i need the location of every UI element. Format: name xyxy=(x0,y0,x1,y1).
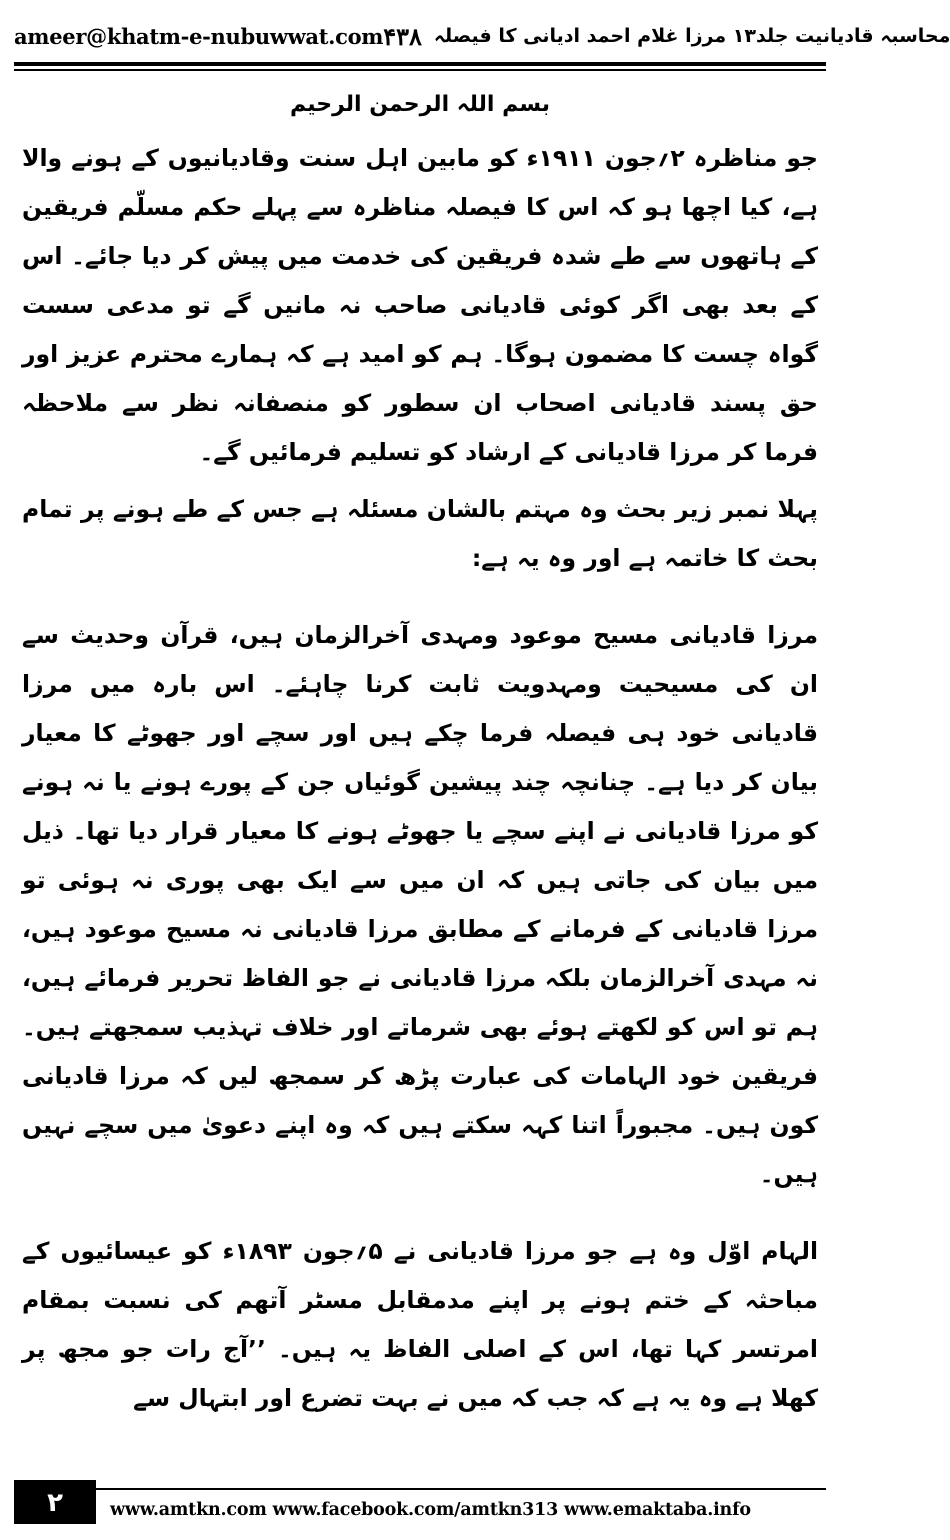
page-footer xyxy=(14,1488,826,1532)
header-email: ameer@khatm-e-nubuwwat.com xyxy=(14,23,384,49)
header-rule-thin xyxy=(14,69,826,71)
book-title: محاسبہ قادیانیت جلد۱۳ مرزا غلام احمد ادیانی کا فیصلہ xyxy=(433,25,950,47)
header-page-number: ۴۳۸ xyxy=(383,21,422,51)
page-header xyxy=(14,14,950,58)
footer-page-number: ۲ xyxy=(14,1480,96,1524)
paragraph-4: الہام اوّل وہ ہے جو مرزا قادیانی نے ۵؍جون ۱۸۹۳ء کو عیسائیوں کے مباحثہ کے ختم ہونے پر اپنے مدمقابل مسٹر آتھم کی نسبت بمقام امرتسر کہا تھا، اس کے اصلی الفاظ یہ ہیں۔ ’’آج رات جو مجھ پر کھلا ہے وہ یہ ہے کہ جب کہ میں نے بہت تضرع اور ابتہال سے xyxy=(22,1237,819,1412)
header-rule-thick xyxy=(14,62,826,66)
paragraph-2: پہلا نمبر زیر بحث وہ مہتم بالشان مسئلہ ہے جس کے طے ہونے پر تمام بحث کا خاتمہ ہے اور وہ یہ ہے: xyxy=(22,495,818,572)
body-text xyxy=(22,134,818,1420)
bismillah-calligraphy: بسم اللہ الرحمن الرحیم xyxy=(289,92,550,117)
header-title-group xyxy=(383,22,950,51)
paragraph-1: جو مناظرہ ۲؍جون ۱۹۱۱ء کو مابین اہل سنت وقادیانیوں کے ہونے والا ہے، کیا اچھا ہو کہ اس کا فیصلہ مناظرہ سے پہلے حکم مسلّم فریقین کے ہاتھوں سے طے شدہ فریقین کی خدمت میں پیش کر دیا جائے۔ اس کے بعد بھی اگر کوئی قادیانی صاحب نہ مانیں گے تو مدعی سست گواہ چست کا مضمون ہوگا۔ ہم کو امید ہے کہ ہمارے محترم عزیز اور حق پسند قادیانی اصحاب ان سطور کو منصفانہ نظر سے ملاحظہ فرما کر مرزا قادیانی کے ارشاد کو تسلیم فرمائیں گے۔ xyxy=(22,144,818,466)
paragraph-3: مرزا قادیانی مسیح موعود ومہدی آخرالزمان ہیں، قرآن وحدیث سے ان کی مسیحیت ومہدویت ثابت کرنا چاہئے۔ اس بارہ میں مرزا قادیانی خود ہی فیصلہ فرما چکے ہیں اور سچے اور جھوٹے کا معیار بیان کر دیا ہے۔ چنانچہ چند پیشین گوئیاں جن کے پورے ہونے یا نہ ہونے کو مرزا قادیانی نے اپنے سچے یا جھوٹے ہونے کا معیار قرار دیا تھا۔ ذیل میں بیان کی جاتی ہیں کہ ان میں سے ایک بھی پوری نہ ہوئی تو مرزا قادیانی کے فرمانے کے مطابق مرزا قادیانی نہ مسیح موعود ہیں، نہ مہدی آخرالزمان بلکہ مرزا قادیانی نے جو الفاظ تحریر فرمائے ہیں، ہم تو اس کو لکھتے ہوئے بھی شرماتے اور خلاف تہذیب سمجھتے ہیں۔ فریقین خود الہامات کی عبارت پڑھ کر سمجھ لیں کہ مرزا قادیانی کون ہیں۔ مجبوراً اتنا کہہ سکتے ہیں کہ وہ اپنے دعویٰ میں سچے نہیں ہیں۔ xyxy=(22,621,818,1188)
footer-urls: www.amtkn.com www.facebook.com/amtkn313 www.emaktaba.info xyxy=(110,1500,751,1520)
